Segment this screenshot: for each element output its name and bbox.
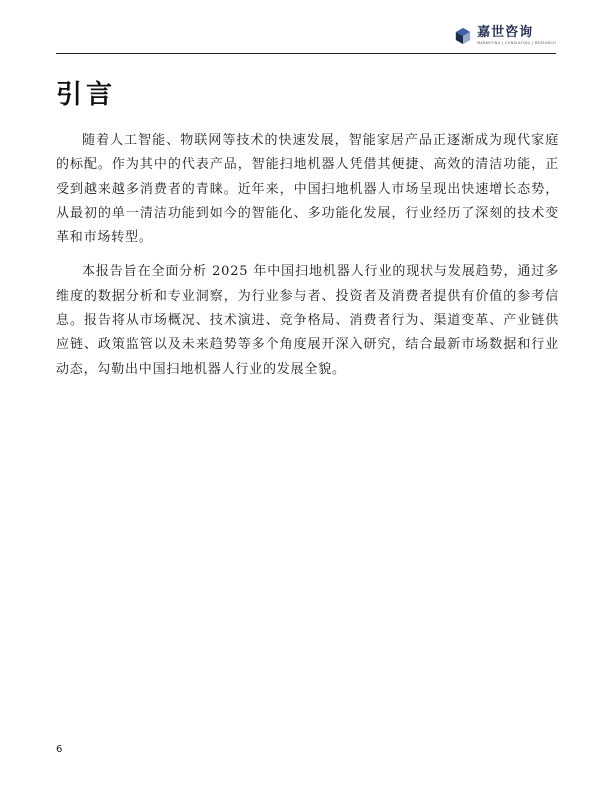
- page-number: 6: [56, 744, 63, 755]
- header-divider: [56, 53, 556, 54]
- logo-name: 嘉世咨询: [477, 25, 534, 40]
- company-logo: [454, 26, 556, 46]
- paragraph-2: 本报告旨在全面分析 2025 年中国扫地机器人行业的现状与发展趋势，通过多维度的数据分析和专业洞察，为行业参与者、投资者及消费者提供有价值的参考信息。报告将从市场概况、技术演进、竞争格局、消费者行为、渠道变革、产业链供应链、政策监管以及未来趋势等多个角度展开深入研究，结合最新市场数据和行业动态，勾勒出中国扫地机器人行业的发展全貌。: [56, 264, 559, 377]
- logo-cube-icon: [454, 27, 472, 45]
- paragraph-1: 随着人工智能、物联网等技术的快速发展，智能家居产品正逐渐成为现代家庭的标配。作为其中的代表产品，智能扫地机器人凭借其便捷、高效的清洁功能，正受到越来越多消费者的青睐。近年来，中国扫地机器人市场呈现出快速增长态势，从最初的单一清洁功能到如今的智能化、多功能化发展，行业经历了深刻的技术变革和市场转型。: [56, 133, 559, 246]
- page-header: [56, 20, 556, 54]
- logo-tagline: MARKETING | CONSULTING | RESEARCH: [477, 41, 556, 45]
- section-title: 引言: [56, 80, 117, 110]
- section-body: [56, 129, 559, 392]
